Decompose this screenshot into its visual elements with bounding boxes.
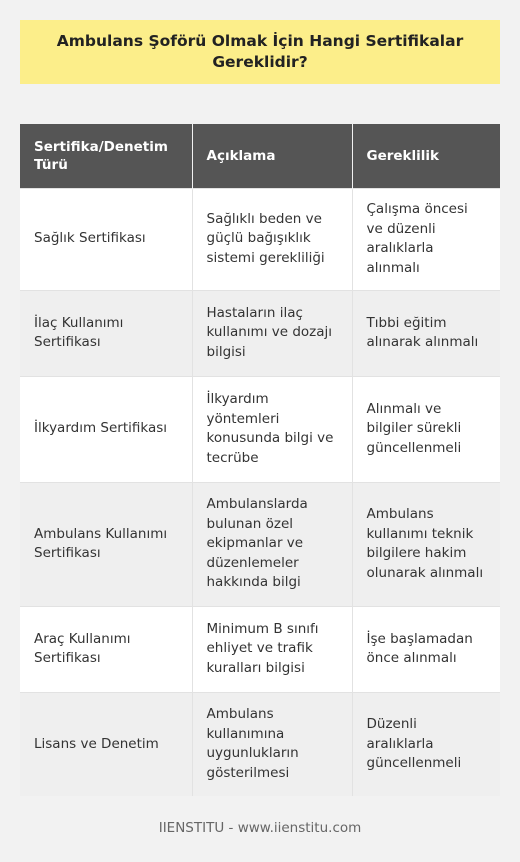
table-row <box>20 290 500 376</box>
table-cell-requirement: Çalışma öncesi ve düzenli aralıklarla alınmalı <box>352 188 500 290</box>
table-cell-requirement: Düzenli aralıklarla güncellenmeli <box>352 692 500 796</box>
table-header-row <box>20 124 500 188</box>
table-cell-description: Hastaların ilaç kullanımı ve dozajı bilgisi <box>192 290 352 376</box>
table-cell-description: İlkyardım yöntemleri konusunda bilgi ve tecrübe <box>192 376 352 482</box>
title-banner <box>20 20 500 84</box>
table-cell-type: Lisans ve Denetim <box>20 692 192 796</box>
table-cell-type: Ambulans Kullanımı Sertifikası <box>20 482 192 606</box>
column-header-requirement: Gereklilik <box>352 124 500 188</box>
table-row <box>20 482 500 606</box>
certificates-table <box>20 124 500 796</box>
table-cell-description: Minimum B sınıfı ehliyet ve trafik kuralları bilgisi <box>192 606 352 692</box>
table-cell-type: İlaç Kullanımı Sertifikası <box>20 290 192 376</box>
table-row <box>20 692 500 796</box>
table-cell-requirement: Alınmalı ve bilgiler sürekli güncellenmeli <box>352 376 500 482</box>
table-cell-description: Ambulans kullanımına uygunlukların gösterilmesi <box>192 692 352 796</box>
table-cell-requirement: İşe başlamadan önce alınmalı <box>352 606 500 692</box>
table-cell-type: İlkyardım Sertifikası <box>20 376 192 482</box>
table-cell-type: Araç Kullanımı Sertifikası <box>20 606 192 692</box>
table-cell-type: Sağlık Sertifikası <box>20 188 192 290</box>
page-title: Ambulans Şoförü Olmak İçin Hangi Sertifikalar Gereklidir? <box>56 32 464 71</box>
table-row <box>20 606 500 692</box>
column-header-type: Sertifika/Denetim Türü <box>20 124 192 188</box>
table-row <box>20 188 500 290</box>
table-cell-description: Sağlıklı beden ve güçlü bağışıklık sistemi gerekliliği <box>192 188 352 290</box>
table-row <box>20 376 500 482</box>
table-cell-description: Ambulanslarda bulunan özel ekipmanlar ve düzenlemeler hakkında bilgi <box>192 482 352 606</box>
footer-credit: IIENSTITU - www.iienstitu.com <box>158 820 362 836</box>
column-header-description: Açıklama <box>192 124 352 188</box>
table-cell-requirement: Tıbbi eğitim alınarak alınmalı <box>352 290 500 376</box>
table-cell-requirement: Ambulans kullanımı teknik bilgilere hakim olunarak alınmalı <box>352 482 500 606</box>
